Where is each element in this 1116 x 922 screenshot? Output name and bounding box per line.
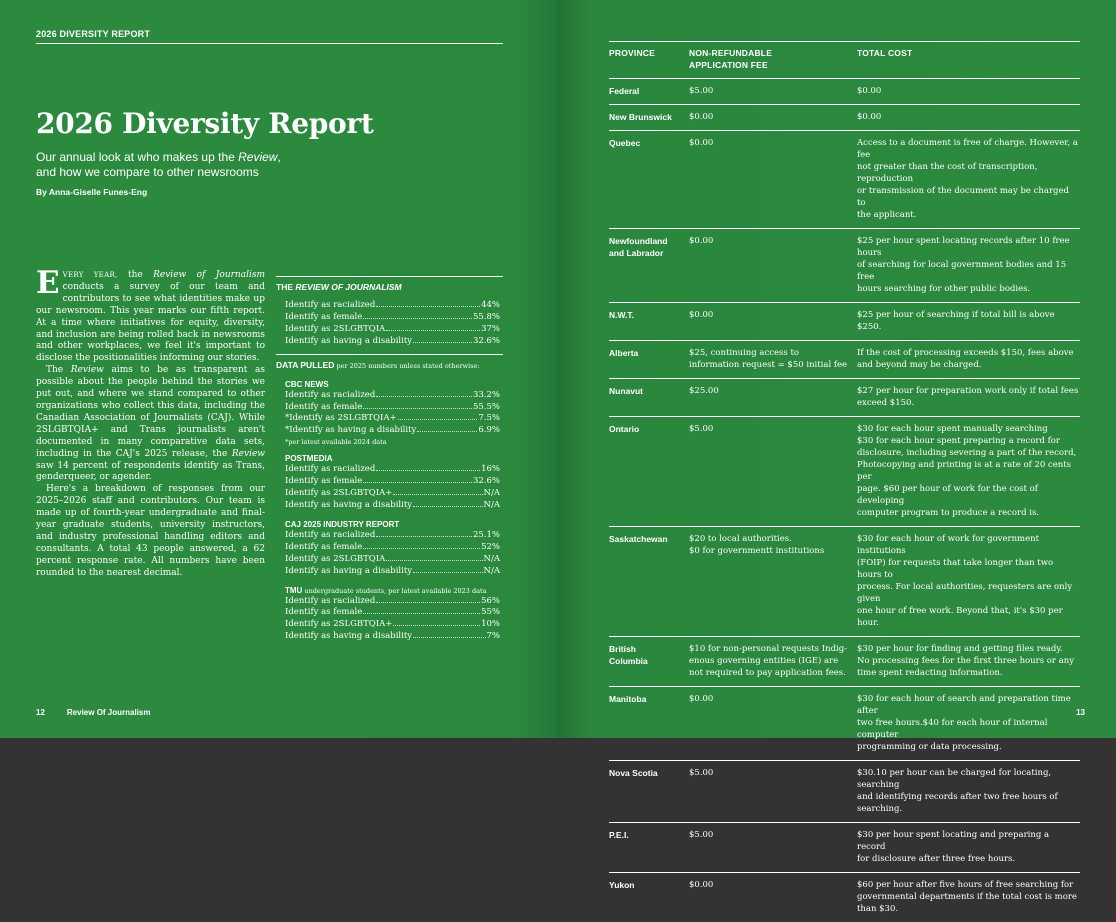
cell-line: not required to pay application fees. [689, 667, 849, 679]
dot-leader [393, 494, 482, 495]
stat-label: Identify as 2SLGBTQIA [285, 324, 385, 336]
column-header-province [609, 42, 689, 79]
dot-leader [386, 560, 482, 561]
stat-value: 25.1% [473, 530, 500, 542]
cell-line: $30 for each hour of search and preparation time after [857, 693, 1080, 717]
header-line: APPLICATION FEE [689, 60, 857, 72]
cell-line: $0.00 [689, 693, 849, 705]
province-cell [609, 527, 689, 637]
stat-row [285, 554, 500, 566]
stat-row [285, 402, 500, 414]
article-body [36, 270, 265, 580]
cell-line: information request = $50 initial fee [689, 359, 849, 371]
cost-cell [857, 527, 1080, 637]
stat-label: Identify as racialized [285, 390, 375, 402]
section-heading [285, 520, 503, 529]
stat-label: Identify as having a disability [285, 500, 412, 512]
stat-row [285, 476, 500, 488]
stat-row [285, 390, 500, 402]
stat-value: 7% [487, 631, 501, 643]
column-header-total-cost [857, 42, 1080, 79]
dot-leader [417, 431, 477, 432]
stat-value: N/A [484, 554, 500, 566]
stat-label: Identify as female [285, 476, 362, 488]
dot-leader [413, 342, 472, 343]
stat-row [285, 413, 500, 425]
dot-leader [413, 637, 485, 638]
stat-row [285, 542, 500, 554]
cell-line: Ontario [609, 423, 689, 435]
cell-line: hours searching for other public bodies. [857, 283, 1080, 295]
dot-leader [393, 625, 480, 626]
section-heading [285, 454, 503, 463]
dot-leader [363, 482, 472, 483]
section-note: undergraduate students, per latest available 2023 data [302, 587, 486, 595]
stat-label: Identify as racialized [285, 464, 375, 476]
publication-name: Review Of Journalism [67, 708, 151, 717]
body-paragraph-3: Here's a breakdown of responses from our 2025–2026 staff and contributors. Our team is made up of fourth-year undergraduate and final-year graduate students, university instructors, and industry professional handling editors and consultants. A total 43 people answered, a 62 percent response rate. All numbers have been rounded to the nearest decimal. [36, 484, 265, 579]
fee-cell [689, 417, 857, 527]
province-cell [609, 79, 689, 105]
cell-line: $0.00 [689, 235, 849, 247]
header-line: NON-REFUNDABLE [689, 48, 857, 60]
table-row [609, 229, 1080, 303]
subtitle-italic: Review [238, 150, 277, 164]
cost-cell [857, 761, 1080, 823]
cell-line: $0.00 [857, 111, 1080, 123]
cost-cell [857, 637, 1080, 687]
cell-line: P.E.I. [609, 829, 689, 841]
table-row [609, 303, 1080, 341]
cell-line: If the cost of processing exceeds $150, fees above [857, 347, 1080, 359]
running-head: 2026 DIVERSITY REPORT [36, 29, 150, 39]
access-fees-table [609, 41, 1080, 922]
heading-text: THE [276, 282, 295, 292]
dot-leader [376, 396, 472, 397]
body-italic: Review of Journalism [153, 270, 265, 280]
subtitle-text-3: and how we compare to other newsrooms [36, 165, 259, 179]
cell-line: Manitoba [609, 693, 689, 705]
cell-line: $25 per hour of searching if total bill is above $250. [857, 309, 1080, 333]
drop-cap: E [36, 271, 60, 295]
cell-line: $30 for each hour of work for government institutions [857, 533, 1080, 557]
cell-line: disclosure, including severing a part of the record, [857, 447, 1080, 459]
stat-row [285, 425, 500, 437]
section-heading [285, 380, 503, 389]
cell-line: and identifying records after two free hours of searching. [857, 791, 1080, 815]
stat-row [285, 488, 500, 500]
cost-cell [857, 341, 1080, 379]
cell-line: enous governing entities (IGE) are [689, 655, 849, 667]
cell-line: $5.00 [689, 829, 849, 841]
cell-line: $0.00 [689, 137, 849, 149]
table-row [609, 823, 1080, 873]
section-heading [285, 586, 503, 595]
body-paragraph-1 [36, 270, 265, 365]
stat-row [285, 631, 500, 643]
lead-in-smallcaps: VERY YEAR, [63, 271, 118, 279]
cost-cell [857, 417, 1080, 527]
header-line: TOTAL COST [857, 48, 1080, 60]
cost-cell [857, 105, 1080, 131]
province-cell [609, 687, 689, 761]
cell-line: Columbia [609, 655, 689, 667]
dot-leader [376, 602, 480, 603]
stat-label: Identify as female [285, 542, 362, 554]
stats-sidebar [276, 276, 503, 643]
table-row [609, 527, 1080, 637]
cell-line: $30 for each hour spent manually searching [857, 423, 1080, 435]
fee-cell [689, 527, 857, 637]
stat-value: 55% [481, 607, 500, 619]
stat-row [285, 300, 500, 312]
cost-cell [857, 131, 1080, 229]
cell-line: Yukon [609, 879, 689, 891]
body-text: the [118, 270, 154, 280]
stat-label: Identify as having a disability [285, 566, 412, 578]
review-stats-heading [276, 277, 503, 300]
cell-line: $10 for non-personal requests Indig- [689, 643, 849, 655]
stat-row [285, 324, 500, 336]
stat-value: 16% [481, 464, 500, 476]
stat-value: 55.8% [473, 312, 500, 324]
cell-line: $0 for governmentt institutions [689, 545, 849, 557]
fee-cell [689, 823, 857, 873]
byline: By Anna-Giselle Funes-Eng [36, 187, 147, 197]
cell-line: Nova Scotia [609, 767, 689, 779]
stat-value: N/A [484, 500, 500, 512]
cell-line: $25 per hour spent locating records after 10 free hours [857, 235, 1080, 259]
dot-leader [386, 330, 480, 331]
stat-row [285, 464, 500, 476]
fee-cell [689, 637, 857, 687]
table-row [609, 873, 1080, 922]
section-name: CBC NEWS [285, 380, 329, 389]
subtitle-text-2: , [277, 150, 280, 164]
stat-row [285, 607, 500, 619]
page-number: 12 [36, 708, 45, 717]
fee-cell [689, 341, 857, 379]
stat-value: 33.2% [473, 390, 500, 402]
left-page [0, 0, 557, 738]
cell-line: Alberta [609, 347, 689, 359]
cell-line: (FOIP) for requests that take longer than two hours to [857, 557, 1080, 581]
dot-leader [363, 548, 480, 549]
stat-label: Identify as racialized [285, 530, 375, 542]
cost-cell [857, 79, 1080, 105]
body-text: aims to be as transparent as possible about the people behind the stories we put out, and where we stand compared to other organizations who collect this data, including the Canadian Association of Journalists (CAJ). While 2SLGBTQIA+ and Trans journalists aren't documented in many comparative data sets, including in the CAJ's 2025 release, the [36, 365, 265, 458]
cost-cell [857, 229, 1080, 303]
cell-line: $5.00 [689, 423, 849, 435]
cell-line: for disclosure after three free hours. [857, 853, 1080, 865]
stat-label: Identify as 2SLGBTQIA [285, 554, 385, 566]
cost-cell [857, 873, 1080, 922]
table-row [609, 761, 1080, 823]
stat-label: Identify as having a disability [285, 631, 412, 643]
fee-cell [689, 229, 857, 303]
cell-line: than $30. [857, 903, 1080, 915]
province-cell [609, 637, 689, 687]
cell-line: Access to a document is free of charge. However, a fee [857, 137, 1080, 161]
cost-cell [857, 379, 1080, 417]
heading-italic: REVIEW OF JOURNALISM [295, 282, 401, 292]
province-cell [609, 131, 689, 229]
body-text: saw 14 percent of respondents identify as Trans, genderqueer, or agender. [36, 461, 265, 483]
stat-label: *Identify as having a disability [285, 425, 416, 437]
fee-cell [689, 379, 857, 417]
stat-label: Identify as female [285, 607, 362, 619]
body-italic: Review [232, 449, 265, 459]
cell-line: and beyond may be charged. [857, 359, 1080, 371]
table-row [609, 341, 1080, 379]
cell-line: $20 to local authorities. [689, 533, 849, 545]
fee-cell [689, 761, 857, 823]
cell-line: $0.00 [857, 85, 1080, 97]
dot-leader [413, 572, 482, 573]
cell-line: $30 per hour for finding and getting files ready. [857, 643, 1080, 655]
section-name: CAJ 2025 INDUSTRY REPORT [285, 520, 399, 529]
stat-value: N/A [484, 566, 500, 578]
cell-line: of searching for local government bodies and 15 free [857, 259, 1080, 283]
cell-line: $5.00 [689, 767, 849, 779]
cell-line: Newfoundland [609, 235, 689, 247]
comparison-sections [276, 380, 503, 644]
dot-leader [413, 506, 482, 507]
province-cell [609, 761, 689, 823]
province-cell [609, 417, 689, 527]
header-line: PROVINCE [609, 48, 689, 60]
cell-line: Quebec [609, 137, 689, 149]
stat-row [285, 336, 500, 348]
dot-leader [376, 306, 480, 307]
stat-row [285, 500, 500, 512]
cell-line: one hour of free work. Beyond that, it's $30 per hour. [857, 605, 1080, 629]
table-body [609, 79, 1080, 922]
cell-line: $30 per hour spent locating and preparing a record [857, 829, 1080, 853]
dot-leader [376, 536, 472, 537]
subtitle-text-1: Our annual look at who makes up the [36, 150, 238, 164]
stat-label: Identify as 2SLGBTQIA+ [285, 488, 392, 500]
cell-line: $25, continuing access to [689, 347, 849, 359]
fee-cell [689, 131, 857, 229]
heading-text: DATA PULLED [276, 360, 334, 370]
cell-line: $0.00 [689, 111, 849, 123]
cost-cell [857, 823, 1080, 873]
data-pulled-heading [276, 355, 503, 372]
cell-line: time spent redacting information. [857, 667, 1080, 679]
stat-label: Identify as female [285, 312, 362, 324]
running-head-rule [36, 43, 503, 44]
cell-line: computer program to produce a record is. [857, 507, 1080, 519]
stat-label: Identify as racialized [285, 596, 375, 608]
section-name: POSTMEDIA [285, 454, 333, 463]
cell-line: governmental departments if the total cost is more [857, 891, 1080, 903]
cell-line: the applicant. [857, 209, 1080, 221]
dot-leader [398, 419, 478, 420]
cell-line: not greater than the cost of transcription, reproduction [857, 161, 1080, 185]
page-number-right: 13 [1076, 708, 1085, 717]
stat-row [285, 312, 500, 324]
stat-row [285, 596, 500, 608]
section-name: TMU [285, 586, 302, 595]
stat-row [285, 619, 500, 631]
right-page [557, 0, 1116, 738]
province-cell [609, 823, 689, 873]
body-paragraph-2 [36, 365, 265, 484]
fee-cell [689, 687, 857, 761]
body-text: conducts a survey of our team and contributors to see what identities make up our newsroom. This year marks our fifth report. At a time where initiatives for equity, diversity, and inclusion are being rolled back in newsrooms and other workplaces, we feel it's important to disclose the positionalities informing our stories. [36, 282, 265, 363]
table-row [609, 105, 1080, 131]
review-stats-list [276, 300, 503, 348]
province-cell [609, 229, 689, 303]
section-footnote: *per latest available 2024 data [285, 438, 503, 446]
cost-cell [857, 303, 1080, 341]
column-header-fee [689, 42, 857, 79]
province-cell [609, 303, 689, 341]
table-row [609, 131, 1080, 229]
cell-line: process. For local authorities, requesters are only given [857, 581, 1080, 605]
province-cell [609, 105, 689, 131]
fee-cell [689, 873, 857, 922]
stat-value: 55.5% [473, 402, 500, 414]
province-cell [609, 379, 689, 417]
cell-line: and Labrador [609, 247, 689, 259]
folio-left [36, 708, 151, 717]
cell-line: $0.00 [689, 309, 849, 321]
stat-value: 10% [481, 619, 500, 631]
stat-value: N/A [484, 488, 500, 500]
cell-line: New Brunswick [609, 111, 689, 123]
dot-leader [363, 613, 480, 614]
stat-value: 37% [481, 324, 500, 336]
cell-line: N.W.T. [609, 309, 689, 321]
stat-value: 7.5% [478, 413, 500, 425]
cell-line: $60 per hour after five hours of free searching for [857, 879, 1080, 891]
fee-cell [689, 105, 857, 131]
cell-line: $0.00 [689, 879, 849, 891]
cell-line: $30.10 per hour can be charged for locating, searching [857, 767, 1080, 791]
cell-line: British [609, 643, 689, 655]
table-row [609, 637, 1080, 687]
cell-line: Nunavut [609, 385, 689, 397]
stat-row [285, 530, 500, 542]
table-row [609, 417, 1080, 527]
stat-value: 56% [481, 596, 500, 608]
table-row [609, 379, 1080, 417]
cell-line: page. $60 per hour of work for the cost of developing [857, 483, 1080, 507]
stat-label: Identify as female [285, 402, 362, 414]
cost-cell [857, 687, 1080, 761]
stat-label: Identify as racialized [285, 300, 375, 312]
stat-value: 52% [481, 542, 500, 554]
province-cell [609, 873, 689, 922]
cell-line: or transmission of the document may be charged to [857, 185, 1080, 209]
cell-line: No processing fees for the first three hours or any [857, 655, 1080, 667]
stat-label: *Identify as 2SLGBTQIA+ [285, 413, 397, 425]
table-row [609, 687, 1080, 761]
cell-line: exceed $150. [857, 397, 1080, 409]
dot-leader [376, 470, 480, 471]
cell-line: $30 for each hour spent preparing a record for [857, 435, 1080, 447]
cell-line: Photocopying and printing is at a rate of 20 cents per [857, 459, 1080, 483]
body-text: The [46, 365, 71, 375]
stat-row [285, 566, 500, 578]
cell-line: Federal [609, 85, 689, 97]
cell-line: $5.00 [689, 85, 849, 97]
cell-line: Saskatchewan [609, 533, 689, 545]
stat-value: 32.6% [473, 336, 500, 348]
fee-cell [689, 79, 857, 105]
table-row [609, 79, 1080, 105]
dot-leader [363, 318, 472, 319]
table-header-row [609, 42, 1080, 79]
fee-cell [689, 303, 857, 341]
cell-line: $25.00 [689, 385, 849, 397]
stat-value: 44% [481, 300, 500, 312]
dot-leader [363, 408, 472, 409]
cell-line: two free hours.$40 for each hour of internal computer [857, 717, 1080, 741]
article-title: 2026 Diversity Report [36, 107, 374, 140]
article-subtitle [36, 150, 356, 180]
province-cell [609, 341, 689, 379]
stat-value: 6.9% [478, 425, 500, 437]
cell-line: programming or data processing. [857, 741, 1080, 753]
stat-label: Identify as having a disability [285, 336, 412, 348]
body-italic: Review [71, 365, 104, 375]
heading-note: per 2025 numbers unless stated otherwise: [334, 362, 479, 370]
stat-value: 32.6% [473, 476, 500, 488]
cell-line: $27 per hour for preparation work only if total fees [857, 385, 1080, 397]
stat-label: Identify as 2SLGBTQIA+ [285, 619, 392, 631]
